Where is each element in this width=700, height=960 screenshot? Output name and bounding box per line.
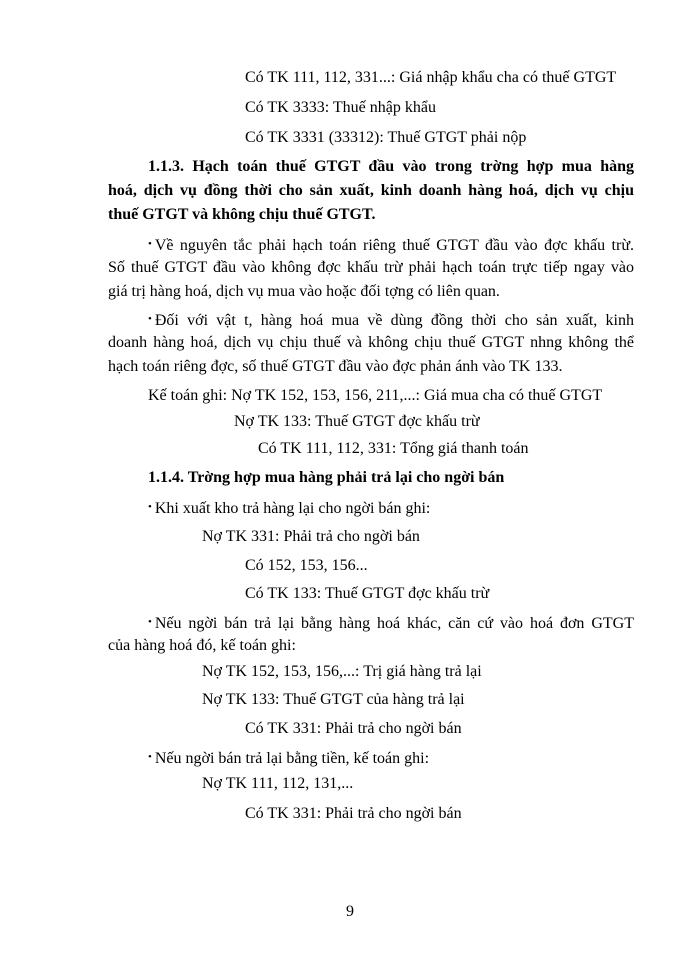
section-heading: hoá, dịch vụ đồng thời cho sản xuất, kinh doanh hàng hoá, dịch vụ chịu xyxy=(108,182,634,199)
bullet-icon: • xyxy=(148,238,152,250)
journal-line: Nợ TK 152, 153, 156,...: Trị giá hàng trả lại xyxy=(202,663,482,680)
paragraph-line: • Về nguyên tắc phải hạch toán riêng thuế GTGT đầu vào đợc khấu trừ. xyxy=(148,237,634,254)
section-heading: thuế GTGT và không chịu thuế GTGT. xyxy=(108,206,376,223)
paragraph-line: giá trị hàng hoá, dịch vụ mua vào hoặc đối tợng có liên quan. xyxy=(108,283,500,300)
journal-line: Có TK 3331 (33312): Thuế GTGT phải nộp xyxy=(245,129,527,146)
journal-line: Có TK 3333: Thuế nhập khẩu xyxy=(245,99,436,116)
bullet-icon: • xyxy=(148,751,152,763)
journal-line: Kế toán ghi: Nợ TK 152, 153, 156, 211,...: Giá mua cha có thuế GTGT xyxy=(148,387,603,404)
journal-line: Có TK 331: Phải trả cho ngời bán xyxy=(245,720,462,737)
journal-line: Nợ TK 111, 112, 131,... xyxy=(202,775,354,792)
paragraph-line: doanh hàng hoá, dịch vụ chịu thuế và không chịu thuế GTGT nhng không thể xyxy=(108,334,634,351)
paragraph-line: Số thuế GTGT đầu vào không đợc khấu trừ phải hạch toán trực tiếp ngay vào xyxy=(108,259,634,276)
bullet-icon: • xyxy=(148,313,152,325)
journal-line: Nợ TK 133: Thuế GTGT đợc khấu trừ xyxy=(234,413,480,430)
section-heading: 1.1.3. Hạch toán thuế GTGT đầu vào trong trờng hợp mua hàng xyxy=(148,158,634,175)
paragraph-line: của hàng hoá đó, kế toán ghi: xyxy=(108,637,296,654)
journal-line: Có TK 111, 112, 331: Tổng giá thanh toán xyxy=(258,440,529,457)
paragraph-line: hạch toán riêng đợc, số thuế GTGT đầu vào đợc phản ánh vào TK 133. xyxy=(108,358,563,375)
section-heading: 1.1.4. Trờng hợp mua hàng phải trả lại cho ngời bán xyxy=(148,469,505,486)
journal-line: Có TK 331: Phải trả cho ngời bán xyxy=(245,805,462,822)
journal-line: Nợ TK 133: Thuế GTGT của hàng trả lại xyxy=(202,691,465,708)
paragraph-line: • Nếu ngời bán trả lại bằng tiền, kế toán ghi: xyxy=(148,750,430,767)
journal-line: Có TK 133: Thuế GTGT đợc khấu trừ xyxy=(245,585,490,602)
journal-line: Có TK 111, 112, 331...: Giá nhập khẩu cha có thuế GTGT xyxy=(245,69,617,86)
journal-line: Có 152, 153, 156... xyxy=(245,557,368,574)
bullet-icon: • xyxy=(148,616,152,628)
page-number: 9 xyxy=(346,903,354,920)
bullet-icon: • xyxy=(148,501,152,513)
journal-line: Nợ TK 331: Phải trả cho ngời bán xyxy=(202,528,420,545)
paragraph-line: • Đối với vật t, hàng hoá mua về dùng đồng thời cho sản xuất, kinh xyxy=(148,312,634,329)
paragraph-line: • Khi xuất kho trả hàng lại cho ngời bán ghi: xyxy=(148,500,431,517)
paragraph-line: • Nếu ngời bán trả lại bằng hàng hoá khác, căn cứ vào hoá đơn GTGT xyxy=(148,615,634,632)
